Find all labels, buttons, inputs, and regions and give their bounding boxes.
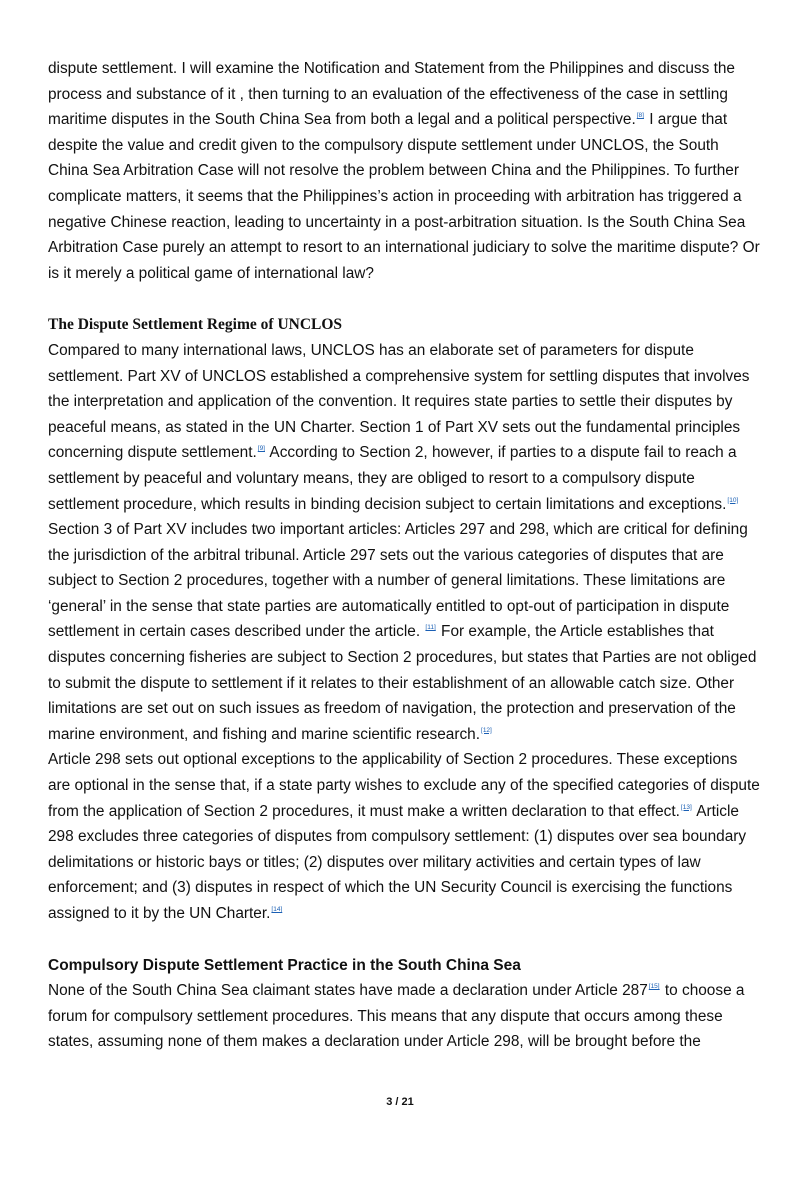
section-heading-compulsory-practice: Compulsory Dispute Settlement Practice in the South China Sea [48, 956, 521, 974]
paragraph-article-298 [48, 747, 760, 926]
paragraph-gap [48, 927, 760, 953]
paragraph-compulsory-practice [48, 978, 760, 1055]
text-run: to choose a forum for compulsory settlement procedures. This means that any dispute that occurs among these states, assuming none of them makes a declaration under Article 298, will be brought before the [48, 982, 745, 1051]
text-run: dispute settlement. I will examine the Notification and Statement from the Philippines and discuss the process and substance of it , then turning to an evaluation of the effectiveness of the case in settling maritime disputes in the South China Sea from both a legal and a political perspective. [48, 60, 735, 129]
paragraph-gap [48, 286, 760, 312]
footnote-ref-13[interactable]: [13] [680, 803, 692, 811]
text-run: Article 298 excludes three categories of disputes from compulsory settlement: (1) disputes over sea boundary delimitations or historic bays or titles; (2) disputes over military activities and certain types of law enforcement; and (3) disputes in respect of which the UN Security Council is exercising the functions assigned to it by the UN Charter. [48, 802, 747, 922]
paragraph-unclos-overview [48, 338, 760, 517]
page-number: 3 / 21 [386, 1096, 414, 1108]
text-run: I argue that despite the value and credit given to the compulsory dispute settlement under UNCLOS, the South China Sea Arbitration Case will not resolve the problem between China and the Philippines. To further complicate matters, it seems that the Philippines’s action in proceeding with arbitration has triggered a negative Chinese reaction, leading to uncertainty in a post-arbitration situation. Is the South China Sea Arbitration Case purely an attempt to resort to an international judiciary to solve the maritime dispute? Or is it merely a political game of international law? [48, 111, 760, 282]
footnote-ref-15[interactable]: [15] [648, 983, 660, 991]
footnote-ref-14[interactable]: [14] [271, 906, 283, 913]
text-run: Section 3 of Part XV includes two important articles: Articles 297 and 298, which are critical for defining the jurisdiction of the arbitral tribunal. Article 297 sets out the various categories of disputes that are subject to Section 2 procedures, together with a number of general limitations. These limitations are ‘general’ in the sense that state parties are automatically entitled to opt-out of participation in dispute settlement in certain cases described under the article. [48, 521, 748, 641]
text-run: Compared to many international laws, UNCLOS has an elaborate set of parameters for dispute settlement. Part XV of UNCLOS established a comprehensive system for settling disputes that involves the interpretation and application of the convention. It requires state parties to settle their disputes by peaceful means, as stated in the UN Charter. Section 1 of Part XV sets out the fundamental principles concerning dispute settlement. [48, 341, 750, 462]
footnote-ref-11[interactable]: [11] [425, 624, 436, 632]
paragraph-article-297 [48, 517, 760, 747]
footnote-ref-9[interactable]: [9] [257, 445, 265, 453]
section-heading-dispute-settlement-regime: The Dispute Settlement Regime of UNCLOS [48, 316, 343, 334]
text-run: According to Section 2, however, if parties to a dispute fail to reach a settlement by peaceful and voluntary means, they are obliged to resort to a compulsory dispute settlement procedure, which results in binding decision subject to certain limitations and exceptions. [48, 444, 737, 513]
document-body [48, 56, 760, 1055]
text-run: Article 298 sets out optional exceptions to the applicability of Section 2 procedures. These exceptions are optional in the sense that, if a state party wishes to exclude any of the specified categories of dispute from the application of Section 2 procedures, it must make a written declaration to that effect. [48, 751, 760, 820]
footnote-ref-12[interactable]: [12] [481, 726, 492, 734]
text-run: None of the South China Sea claimant states have made a declaration under Article 287 [48, 982, 648, 1000]
footnote-ref-8[interactable]: [8] [636, 112, 644, 120]
footnote-ref-10[interactable]: [10] [727, 496, 739, 504]
paragraph-intro [48, 56, 760, 286]
text-run: For example, the Article establishes that disputes concerning fisheries are subject to Section 2 procedures, but states that Parties are not obliged to submit the dispute to settlement if it relates to their establishment of an allowable catch size. Other limitations are set out on such issues as freedom of navigation, the protection and preservation of the marine environment, and fishing and marine scientific research. [48, 623, 757, 743]
